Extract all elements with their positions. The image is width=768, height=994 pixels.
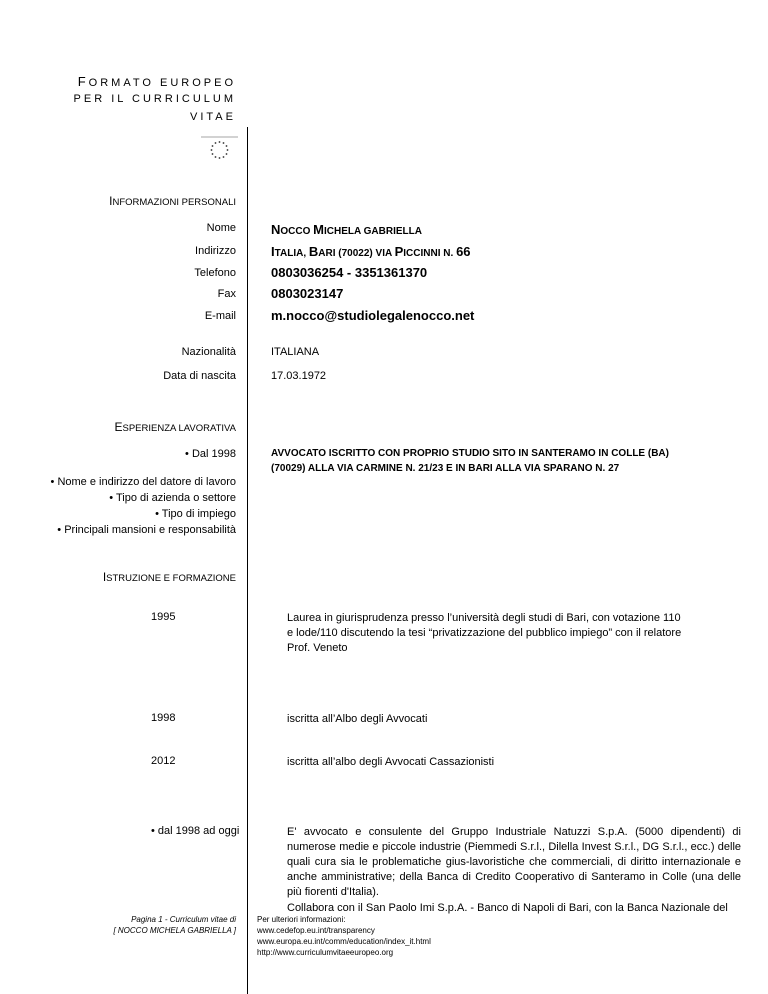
education-text-1995: Laurea in giurisprudenza presso l’università degli studi di Bari, con votazione 110 e lode/110 discutendo la tesi “privatizzazione del pubblico impiego” con il relatore Prof. Veneto — [287, 612, 682, 654]
value-email[interactable]: m.nocco@studiolegalenocco.net — [271, 308, 475, 323]
education-text-1998: iscritta all’Albo degli Avvocati — [287, 713, 428, 725]
footer-link-europa[interactable]: www.europa.eu.int/comm/education/index_it.html — [257, 937, 431, 946]
label-datore-lavoro: • Nome e indirizzo del datore di lavoro — [50, 476, 236, 488]
section-heading-experience: ESPERIENZA LAVORATIVA — [114, 420, 236, 434]
experience-description-line-2: (70029) ALLA VIA CARMINE N. 21/23 E IN BARI ALLA VIA SPARANO N. 27 — [271, 463, 620, 474]
education-date-ongoing: • dal 1998 ad oggi — [151, 825, 240, 837]
education-text-ongoing: E' avvocato e consulente del Gruppo Industriale Natuzzi S.p.A. (5000 dipendenti) di numerose medie e piccole industrie (Piemmedi S.r.l., Dilella Invest S.r.l., DG S.r.l., ecc.) delle quali cura sia le problematiche gius-lavoristiche che commerciali, di diritto internazionale e anche amministrative; della Banca di Credito Cooperativo di Santeramo in Colle (una delle più fiorenti d'Italia). — [287, 826, 741, 898]
footer-link-cedefop[interactable]: www.cedefop.eu.int/transparency — [257, 926, 375, 935]
label-tipo-azienda: • Tipo di azienda o settore — [109, 492, 236, 504]
footer-page-info — [113, 914, 236, 936]
education-date-1995: 1995 — [151, 611, 176, 623]
footer-link-cv-europeo[interactable]: http://www.curriculumvitaeeuropeo.org — [257, 948, 394, 957]
footer-name-line: [ NOCCO MICHELA GABRIELLA ] — [113, 926, 236, 935]
label-tipo-impiego: • Tipo di impiego — [155, 508, 236, 520]
value-data-nascita: 17.03.1972 — [271, 370, 327, 382]
footer-info-label: Per ulteriori informazioni: — [257, 915, 346, 924]
label-fax: Fax — [217, 288, 236, 300]
value-nazionalita: ITALIANA — [271, 346, 320, 358]
section-heading-education: ISTRUZIONE E FORMAZIONE — [102, 570, 236, 584]
label-telefono: Telefono — [194, 267, 236, 279]
education-text-ongoing-2: Collabora con il San Paolo Imi S.p.A. - Banco di Napoli di Bari, con la Banca Nazionale del — [287, 902, 728, 914]
footer-links — [257, 914, 431, 958]
label-nazionalita: Nazionalità — [181, 346, 236, 358]
experience-date: • Dal 1998 — [185, 448, 236, 460]
label-email: E-mail — [204, 310, 236, 322]
label-indirizzo: Indirizzo — [195, 245, 236, 257]
experience-description-line-1: AVVOCATO ISCRITTO CON PROPRIO STUDIO SITO IN SANTERAMO IN COLLE (BA) — [271, 448, 669, 459]
vertical-divider — [247, 127, 248, 994]
education-date-1998: 1998 — [151, 712, 176, 724]
label-data-nascita: Data di nascita — [163, 370, 236, 382]
footer-page-line: Pagina 1 - Curriculum vitae di — [131, 915, 236, 924]
value-nome: NOCCO MICHELA GABRIELLA — [271, 222, 422, 237]
label-mansioni: • Principali mansioni e responsabilità — [57, 524, 236, 536]
value-fax: 0803023147 — [271, 286, 344, 301]
value-telefono: 0803036254 - 3351361370 — [271, 265, 428, 280]
label-nome: Nome — [206, 222, 236, 234]
cv-title-line-2: PER IL CURRICULUM — [73, 93, 236, 105]
education-text-2012: iscritta all’albo degli Avvocati Cassazionisti — [287, 756, 495, 768]
value-indirizzo: ITALIA, BARI (70022) VIA PICCINNI N. 66 — [271, 244, 471, 259]
cv-title-line-3: VITAE — [190, 111, 236, 123]
section-heading-personal: INFORMAZIONI PERSONALI — [109, 194, 236, 208]
eu-flag-logo — [201, 136, 238, 162]
cv-title-line-1: FORMATO EUROPEO — [77, 74, 236, 89]
education-date-2012: 2012 — [151, 755, 176, 767]
